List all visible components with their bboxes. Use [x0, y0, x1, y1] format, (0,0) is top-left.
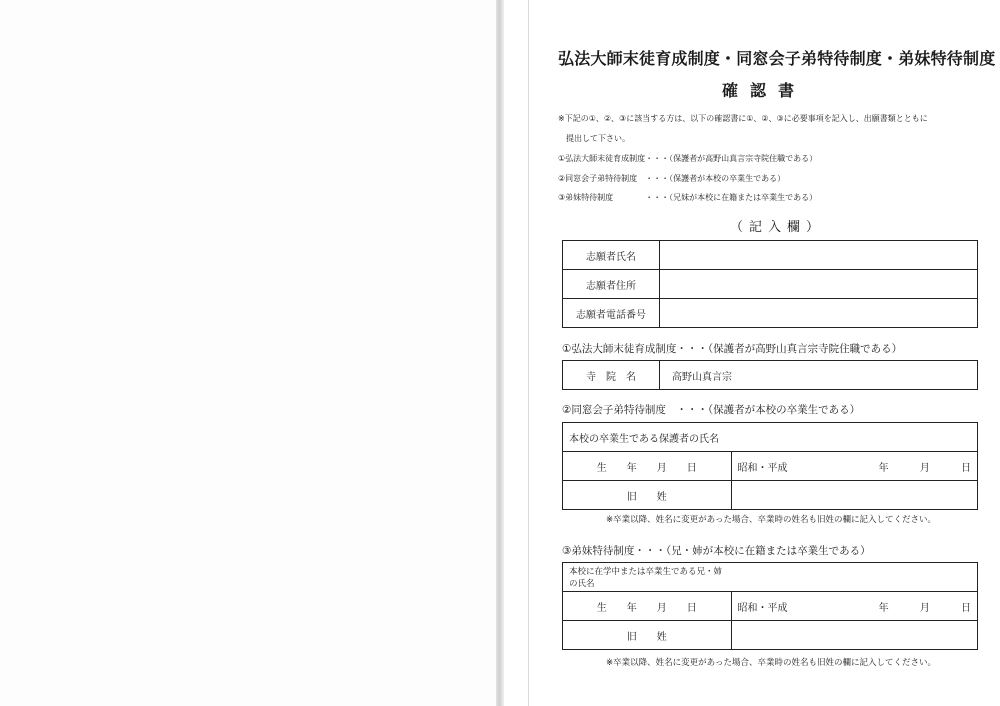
- temple-table: [562, 360, 978, 390]
- table-row: [563, 592, 978, 621]
- section1-heading: ①弘法大師末徒育成制度・・・（保護者が高野山真言宗寺院住職である）: [562, 343, 903, 355]
- section3-footnote: ※卒業以降、姓名に変更があった場合、卒業時の姓名も旧姓の欄に記入してください。: [606, 658, 937, 668]
- era-text: 昭和・平成: [737, 462, 788, 474]
- year-text: 年: [878, 602, 889, 614]
- sibling-name-field[interactable]: [731, 563, 978, 592]
- instruction-line-4: ②同窓会子弟特待制度 ・・・（保護者が本校の卒業生である）: [558, 174, 786, 183]
- table-row: [563, 621, 978, 650]
- temple-name-label: 寺 院 名: [563, 361, 660, 390]
- era-text: 昭和・平成: [737, 602, 788, 614]
- applicant-phone-field[interactable]: [660, 299, 978, 328]
- table-row: [563, 299, 978, 328]
- guardian-table: [562, 422, 978, 510]
- guardian-name-field[interactable]: [731, 423, 978, 452]
- entry-section-label: （記入欄）: [730, 220, 826, 235]
- section2-footnote: ※卒業以降、姓名に変更があった場合、卒業時の姓名も旧姓の欄に記入してください。: [606, 515, 937, 525]
- table-row: [563, 481, 978, 510]
- table-row: [563, 241, 978, 270]
- table-row: [563, 270, 978, 299]
- document-title: 弘法大師末徒育成制度・同窓会子弟特待制度・弟妹特待制度: [558, 49, 996, 68]
- applicant-table: [562, 240, 978, 328]
- book-spine: [496, 0, 504, 706]
- instruction-line-2: 提出して下さい。: [566, 134, 630, 143]
- table-row: [563, 452, 978, 481]
- section3-heading: ③弟妹特待制度・・・（兄・姉が本校に在籍または卒業生である）: [562, 545, 871, 557]
- applicant-name-field[interactable]: [660, 241, 978, 270]
- instruction-line-1: ※下記の①、②、③に該当する方は、以下の確認書に①、②、③に必要事項を記入し、出願書類とともに: [558, 114, 928, 123]
- table-row: [563, 361, 978, 390]
- sibling-maiden-field[interactable]: [731, 621, 978, 650]
- sibling-table: [562, 562, 978, 650]
- year-text: 年: [878, 462, 889, 474]
- month-text: 月: [919, 462, 930, 474]
- temple-name-field[interactable]: 高野山真言宗: [660, 361, 978, 390]
- day-text: 日: [960, 462, 971, 474]
- table-row: [563, 563, 978, 592]
- guardian-dob-label: 生 年 月 日: [563, 452, 732, 481]
- sibling-dob-field[interactable]: [731, 592, 978, 621]
- sibling-dob-label: 生 年 月 日: [563, 592, 732, 621]
- section2-heading: ②同窓会子弟特待制度 ・・・（保護者が本校の卒業生である）: [562, 404, 861, 416]
- document-subtitle: 確認書: [722, 81, 807, 100]
- applicant-address-field[interactable]: [660, 270, 978, 299]
- sibling-name-label: 本校に在学中または卒業生である兄・姉の氏名: [563, 563, 732, 592]
- instruction-line-3: ①弘法大師末徒育成制度・・・（保護者が高野山真言宗寺院住職である）: [558, 154, 818, 163]
- month-text: 月: [919, 602, 930, 614]
- guardian-maiden-field[interactable]: [731, 481, 978, 510]
- applicant-address-label: 志願者住所: [563, 270, 660, 299]
- applicant-name-label: 志願者氏名: [563, 241, 660, 270]
- guardian-maiden-label: 旧 姓: [563, 481, 732, 510]
- sibling-maiden-label: 旧 姓: [563, 621, 732, 650]
- page-edge-line: [528, 0, 529, 706]
- table-row: [563, 423, 978, 452]
- guardian-dob-field[interactable]: [731, 452, 978, 481]
- day-text: 日: [960, 602, 971, 614]
- instruction-line-5: ③弟妹特待制度 ・・・（兄妹が本校に在籍または卒業生である）: [558, 193, 818, 202]
- guardian-name-label: 本校の卒業生である保護者の氏名: [563, 423, 732, 452]
- applicant-phone-label: 志願者電話番号: [563, 299, 660, 328]
